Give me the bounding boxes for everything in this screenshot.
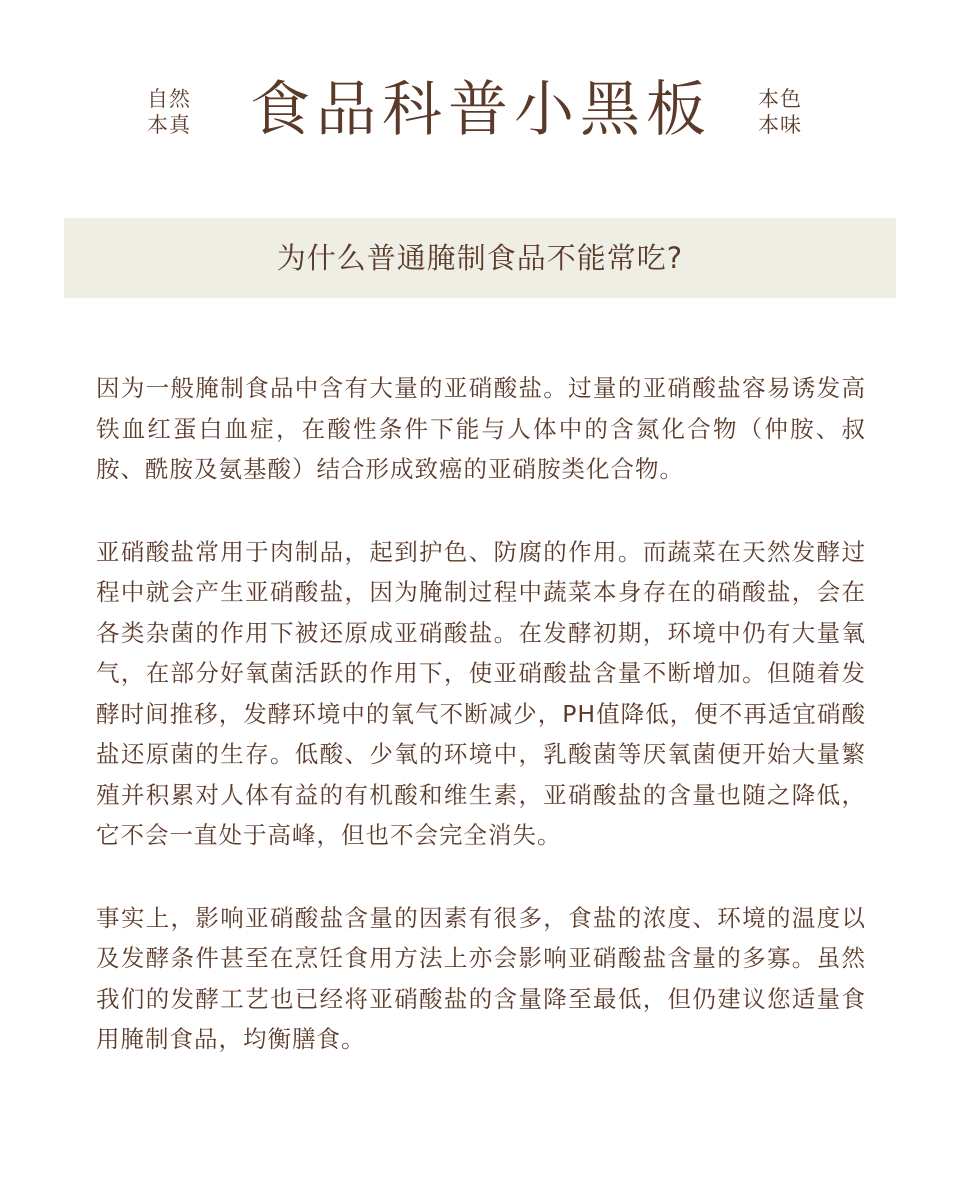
- right-slogan-line: 本色: [758, 87, 802, 111]
- article-body: [96, 368, 866, 1102]
- right-slogan-line: 本味: [758, 113, 802, 137]
- page-title: 食品科普小黑板: [250, 75, 712, 145]
- left-slogan: [147, 86, 191, 138]
- question-heading: 为什么普通腌制食品不能常吃?: [276, 241, 684, 275]
- paragraph: 因为一般腌制食品中含有大量的亚硝酸盐。过量的亚硝酸盐容易诱发高铁血红蛋白血症，在酸性条件下能与人体中的含氮化合物（仲胺、叔胺、酰胺及氨基酸）结合形成致癌的亚硝胺类化合物。: [96, 374, 866, 483]
- left-slogan-line: 本真: [147, 113, 191, 137]
- left-slogan-line: 自然: [147, 87, 191, 111]
- question-banner: [64, 218, 896, 298]
- paragraph: 亚硝酸盐常用于肉制品，起到护色、防腐的作用。而蔬菜在天然发酵过程中就会产生亚硝酸盐，因为腌制过程中蔬菜本身存在的硝酸盐，会在各类杂菌的作用下被还原成亚硝酸盐。在发酵初期，环境中仍有大量氧气，在部分好氧菌活跃的作用下，使亚硝酸盐含量不断增加。但随着发酵时间推移，发酵环境中的氧气不断减少，PH值降低，便不再适宜硝酸盐还原菌的生存。低酸、少氧的环境中，乳酸菌等厌氧菌便开始大量繁殖并积累对人体有益的有机酸和维生素，亚硝酸盐的含量也随之降低，它不会一直处于高峰，但也不会完全消失。: [96, 537, 866, 849]
- paragraph: 事实上，影响亚硝酸盐含量的因素有很多，食盐的浓度、环境的温度以及发酵条件甚至在烹饪食用方法上亦会影响亚硝酸盐含量的多寡。虽然我们的发酵工艺也已经将亚硝酸盐的含量降至最低，但仍建议您适量食用腌制食品，均衡膳食。: [96, 903, 866, 1053]
- right-slogan: [758, 86, 802, 138]
- header: [0, 62, 960, 162]
